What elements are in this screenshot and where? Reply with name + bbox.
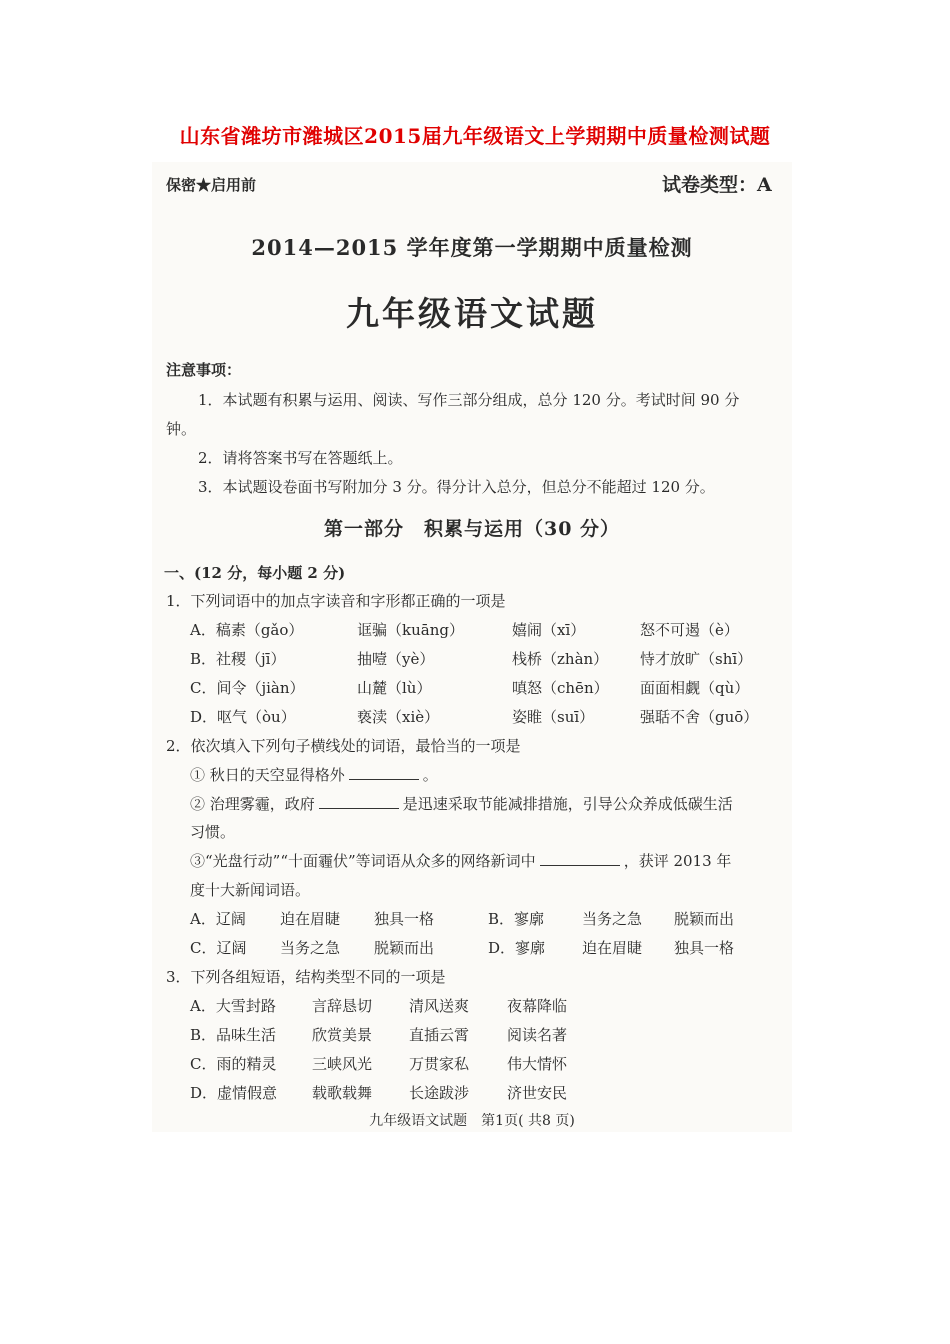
q2-sentence-3-text: ③“光盘行动”“十面霾伏”等词语从众多的网络新词中 bbox=[190, 852, 536, 870]
q2-sentence-2-cont: 习惯。 bbox=[190, 823, 236, 841]
notice-heading: 注意事项： bbox=[166, 361, 242, 379]
question-1-stem: 1．下列词语中的加点字读音和字形都正确的一项是 bbox=[166, 592, 506, 610]
q2-option: 独具一格 bbox=[674, 939, 735, 957]
q2-option: B．寥廓 bbox=[488, 910, 545, 928]
q1-option: C．间令（jiàn） bbox=[190, 679, 305, 697]
q1-option: 强聒不舍（guō） bbox=[640, 708, 759, 726]
q2-option: D．寥廓 bbox=[488, 939, 546, 957]
question-3-stem: 3．下列各组短语，结构类型不同的一项是 bbox=[166, 968, 446, 986]
q2-sentence-2 bbox=[190, 793, 733, 814]
notice-item-1-cont: 钟。 bbox=[166, 420, 197, 438]
exam-page bbox=[152, 162, 792, 1132]
q2-sentence-3-rest: ，获评 2013 年 bbox=[623, 852, 732, 870]
answer-blank bbox=[349, 765, 419, 780]
q2-sentence-1-text: ① 秋日的天空显得格外 bbox=[190, 766, 345, 784]
q1-option: 抽噎（yè） bbox=[357, 650, 435, 668]
q1-option: 面面相觑（qù） bbox=[640, 679, 750, 697]
q2-option: C．辽阔 bbox=[190, 939, 247, 957]
q1-option: 山麓（lù） bbox=[357, 679, 432, 697]
q2-sentence-1 bbox=[190, 764, 438, 785]
answer-blank bbox=[540, 851, 620, 866]
q3-option: B．品味生活 bbox=[190, 1026, 277, 1044]
q3-option: 直插云霄 bbox=[409, 1026, 470, 1044]
q3-option: 清风送爽 bbox=[409, 997, 470, 1015]
q1-option: D．呕气（òu） bbox=[190, 708, 296, 726]
notice-item-3: 3．本试题设卷面书写附加分 3 分。得分计入总分，但总分不能超过 120 分。 bbox=[198, 478, 715, 496]
q2-option: 迫在眉睫 bbox=[280, 910, 341, 928]
q3-option: 万贯家私 bbox=[409, 1055, 470, 1073]
q2-option: 独具一格 bbox=[374, 910, 435, 928]
document-title: 山东省潍坊市潍城区2015届九年级语文上学期期中质量检测试题 bbox=[179, 124, 771, 148]
notice-item-1: 1．本试题有积累与运用、阅读、写作三部分组成，总分 120 分。考试时间 90 分 bbox=[198, 391, 740, 409]
q3-option: 阅读名著 bbox=[507, 1026, 568, 1044]
paper-type: 试卷类型：A bbox=[662, 174, 772, 196]
q2-sentence-2-rest: 是迅速采取节能减排措施，引导公众养成低碳生活 bbox=[402, 795, 733, 813]
q3-option: 夜幕降临 bbox=[507, 997, 568, 1015]
exam-subheading: 2014—2015 学年度第一学期期中质量检测 bbox=[251, 235, 693, 260]
q1-option: 嬉闹（xī） bbox=[512, 621, 586, 639]
q2-sentence-1-end: 。 bbox=[422, 766, 438, 784]
q3-option: D．虚情假意 bbox=[190, 1084, 278, 1102]
q1-option: 恃才放旷（shī） bbox=[640, 650, 753, 668]
part-one-heading: 第一部分 积累与运用（30 分） bbox=[323, 518, 621, 540]
answer-blank bbox=[319, 794, 399, 809]
q3-option: 欣赏美景 bbox=[312, 1026, 373, 1044]
notice-item-2: 2．请将答案书写在答题纸上。 bbox=[198, 449, 403, 467]
page-footer: 九年级语文试题 第1页( 共8 页) bbox=[369, 1113, 575, 1129]
q3-option: 济世安民 bbox=[507, 1084, 568, 1102]
q2-option: 当务之急 bbox=[280, 939, 341, 957]
section-one-heading: 一、(12 分，每小题 2 分) bbox=[164, 564, 346, 582]
q2-option: 脱颖而出 bbox=[374, 939, 435, 957]
q2-option: 迫在眉睫 bbox=[582, 939, 643, 957]
q1-option: 诓骗（kuāng） bbox=[357, 621, 464, 639]
q3-option: 三峡风光 bbox=[312, 1055, 373, 1073]
q2-option: 脱颖而出 bbox=[674, 910, 735, 928]
question-2-stem: 2．依次填入下列句子横线处的词语，最恰当的一项是 bbox=[166, 737, 521, 755]
secret-label: 保密★启用前 bbox=[166, 176, 257, 194]
q1-option: 怒不可遏（è） bbox=[640, 621, 739, 639]
q3-option: 言辞恳切 bbox=[312, 997, 373, 1015]
q3-option: 伟大情怀 bbox=[507, 1055, 568, 1073]
q2-sentence-3 bbox=[190, 850, 731, 871]
q2-option: A．辽阔 bbox=[190, 910, 246, 928]
q1-option: 嗔怒（chēn） bbox=[512, 679, 609, 697]
q3-option: 长途跋涉 bbox=[409, 1084, 470, 1102]
q1-option: B．社稷（jī） bbox=[190, 650, 286, 668]
q3-option: 载歌载舞 bbox=[312, 1084, 373, 1102]
exam-title: 九年级语文试题 bbox=[346, 294, 598, 333]
q2-sentence-3-cont: 度十大新闻词语。 bbox=[190, 881, 311, 899]
q1-option: 亵渎（xiè） bbox=[357, 708, 440, 726]
q1-option: 姿睢（suī） bbox=[512, 708, 595, 726]
q2-sentence-2-text: ② 治理雾霾，政府 bbox=[190, 795, 315, 813]
q3-option: C．雨的精灵 bbox=[190, 1055, 277, 1073]
q2-option: 当务之急 bbox=[582, 910, 643, 928]
q3-option: A．大雪封路 bbox=[190, 997, 276, 1015]
q1-option: 栈桥（zhàn） bbox=[512, 650, 609, 668]
q1-option: A．稿素（gǎo） bbox=[190, 621, 304, 639]
